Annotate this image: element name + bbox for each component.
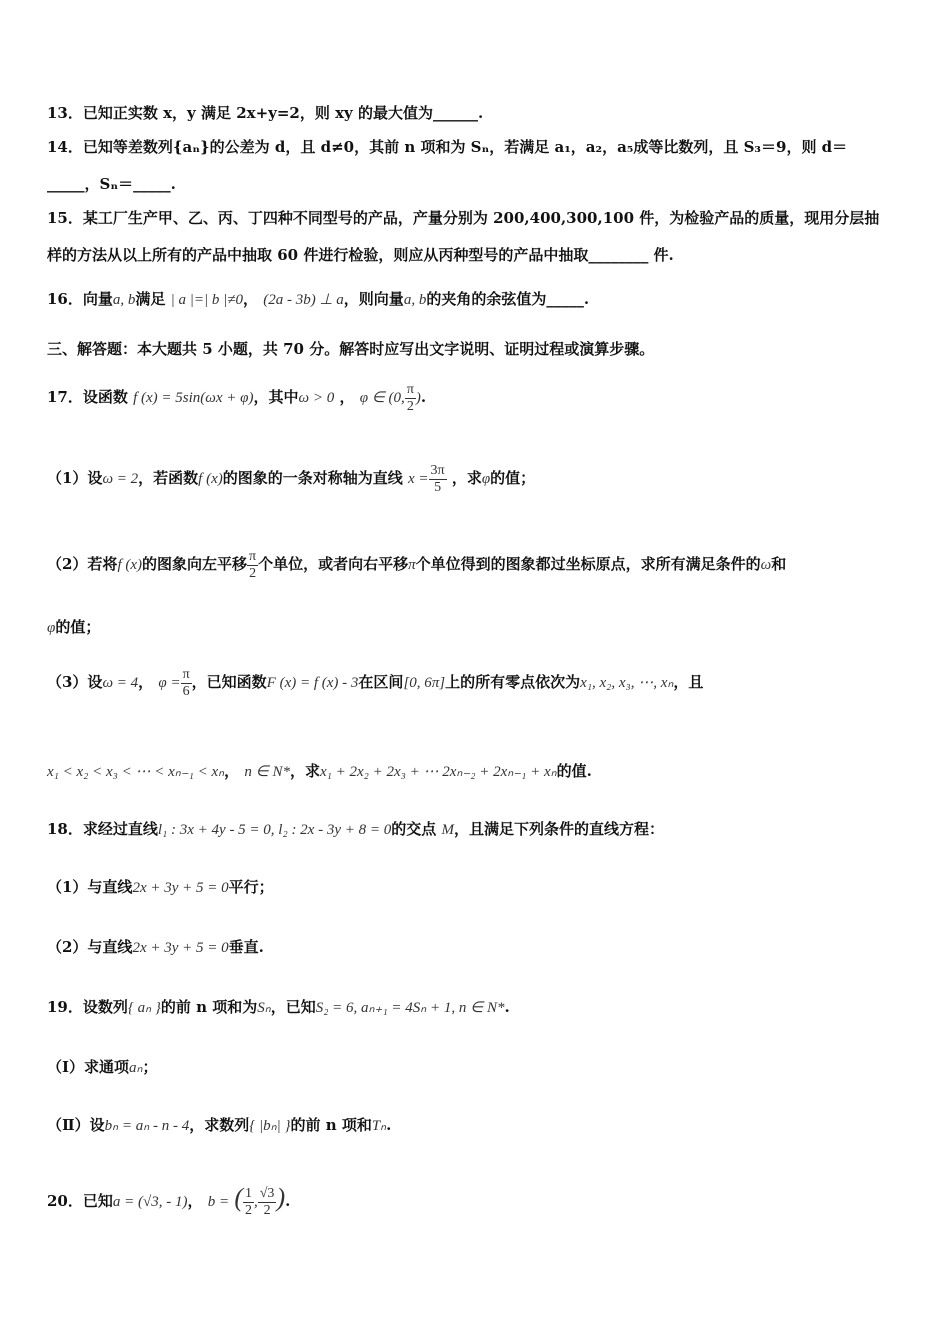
q18-M: M bbox=[441, 822, 454, 838]
q14-line1: 14．已知等差数列{aₙ}的公差为 d，且 d≠0，其前 n 项和为 Sₙ，若满足 a₁，a₂，a₅成等比数列，且 S₃＝9，则 d＝ bbox=[47, 138, 848, 156]
q19-S: Sₙ bbox=[257, 1000, 271, 1016]
q20-right-paren: ) bbox=[276, 1183, 286, 1212]
q19-p2-T: Tₙ bbox=[371, 1118, 387, 1134]
q16-vec: a, b bbox=[112, 292, 136, 308]
q20-num1: 1 bbox=[245, 1185, 252, 1201]
q17-p2-pi: π bbox=[408, 557, 416, 573]
q15-line2: 样的方法从以上所有的产品中抽取 60 件进行检验，则应从丙种型号的产品中抽取________ 件. bbox=[47, 246, 674, 264]
q18-p2-eq: 2x + 3y + 5 = 0 bbox=[132, 940, 229, 956]
q17-p3-n: n ∈ N* bbox=[244, 764, 290, 780]
q19-seq: { aₙ } bbox=[127, 1000, 161, 1016]
question-20 bbox=[47, 1178, 910, 1222]
q17-part2 bbox=[47, 544, 910, 585]
q17-phi-fraction bbox=[405, 382, 416, 415]
q20-left-paren: ( bbox=[234, 1183, 243, 1212]
q19-p2-tail: . bbox=[386, 1116, 392, 1134]
q17-p1-num: 3π bbox=[430, 462, 445, 478]
q17-p2-w: ω bbox=[760, 557, 772, 573]
q16-expr2: (2a - 3b) ⊥ a bbox=[263, 292, 344, 308]
q17-end: . bbox=[420, 388, 427, 406]
q17-p3-sum: x₁ + 2x₂ + 2x₃ + ⋯ 2xₙ₋₂ + 2xₙ₋₁ + xₙ bbox=[319, 764, 557, 780]
q17-p3-comma: ， bbox=[138, 673, 154, 691]
q20-end: . bbox=[285, 1192, 291, 1210]
q20-sep: , bbox=[254, 1194, 258, 1210]
question-15-line1 bbox=[47, 207, 910, 229]
q17-p1-w: ω = 2 bbox=[102, 471, 139, 487]
q16-prefix: 16．向量 bbox=[47, 290, 113, 308]
q18-p1-eq: 2x + 3y + 5 = 0 bbox=[132, 880, 229, 896]
q17-p3-t4: ，且 bbox=[673, 673, 704, 691]
q19-t1: ，已知 bbox=[270, 998, 316, 1016]
q17-p1-t4: 的值； bbox=[490, 469, 536, 487]
q17-func: f (x) = 5sin(ωx + φ) bbox=[133, 390, 254, 406]
q20-prefix: 20．已知 bbox=[47, 1192, 113, 1210]
q17-frac-den: 2 bbox=[406, 398, 414, 414]
q17-part3 bbox=[47, 662, 910, 703]
q17-part3-line2 bbox=[47, 760, 910, 783]
q17-p2-lead: （2）若将 bbox=[47, 555, 118, 573]
q14-line2: _____，Sₙ＝_____. bbox=[47, 175, 176, 193]
q17-p2-f: f (x) bbox=[117, 557, 143, 573]
q17-p3-lead: （3）设 bbox=[47, 673, 103, 691]
q19-prefix: 19．设数列 bbox=[47, 998, 128, 1016]
q18-p1-lead: （1）与直线 bbox=[47, 878, 133, 896]
q16-suffix2: 的夹角的余弦值为_____. bbox=[426, 290, 590, 308]
q15-line1: 15．某工厂生产甲、乙、丙、丁四种不同型号的产品，产量分别为 200,400,300,100 件，为检验产品的质量，现用分层抽 bbox=[47, 209, 880, 227]
q18-p2-tail: 垂直. bbox=[228, 938, 264, 956]
question-18 bbox=[47, 818, 910, 841]
q17-p3-ineq: x₁ < x₂ < x₃ < ⋯ < xₙ₋₁ < xₙ bbox=[47, 764, 225, 780]
q17-comma: ， bbox=[339, 388, 355, 406]
q17-p3-line2-comma: ， bbox=[224, 762, 240, 780]
q17-phi-lead: φ ∈ (0, bbox=[359, 390, 405, 406]
q17-p1-x: x = bbox=[408, 471, 429, 487]
q20-den2: 2 bbox=[263, 1202, 271, 1218]
q18-prefix: 18．求经过直线 bbox=[47, 820, 158, 838]
q13-text: 13．已知正实数 x，y 满足 2x+y=2，则 xy 的最大值为______. bbox=[47, 104, 484, 122]
question-14-line2 bbox=[47, 173, 910, 195]
q17-p2-t3: 个单位得到的图象都过坐标原点，求所有满足条件的 bbox=[415, 555, 761, 573]
question-14-line1 bbox=[47, 136, 910, 158]
q18-p2-lead: （2）与直线 bbox=[47, 938, 133, 956]
q18-suffix: ，且满足下列条件的直线方程： bbox=[454, 820, 665, 838]
q17-p2-t4: 和 bbox=[771, 555, 787, 573]
q19-cond: S₂ = 6, aₙ₊₁ = 4Sₙ + 1, n ∈ N* bbox=[315, 1000, 505, 1016]
q20-frac1 bbox=[243, 1186, 254, 1219]
q16-cond1: 满足 bbox=[135, 290, 166, 308]
q16-suffix1: ，则向量 bbox=[343, 290, 404, 308]
q17-p2-fraction bbox=[247, 549, 258, 582]
q16-comma: ， bbox=[242, 290, 258, 308]
q18-lines: l₁ : 3x + 4y - 5 = 0, l₂ : 2x - 3y + 8 = 0 bbox=[157, 822, 392, 838]
q17-part2-line2 bbox=[47, 616, 910, 639]
q20-num2: √3 bbox=[259, 1185, 275, 1201]
q17-p2-num: π bbox=[249, 548, 257, 564]
q19-p2-t1: ，求数列 bbox=[189, 1116, 250, 1134]
q17-p3-num: π bbox=[182, 666, 190, 682]
q17-p2-line2-text: 的值； bbox=[55, 618, 101, 636]
q17-p3-t2: 在区间 bbox=[358, 673, 404, 691]
q17-mid: ，其中 bbox=[253, 388, 299, 406]
question-16 bbox=[47, 288, 910, 311]
q17-p3-w: ω = 4 bbox=[102, 675, 139, 691]
q17-frac-num: π bbox=[406, 381, 414, 397]
q20-comma: ， bbox=[187, 1192, 203, 1210]
q17-p1-lead: （1）设 bbox=[47, 469, 103, 487]
q17-p3-line2-t1: ，求 bbox=[289, 762, 320, 780]
q17-prefix: 17．设函数 bbox=[47, 388, 128, 406]
q17-p1-phi: φ bbox=[481, 471, 491, 487]
q17-p2-line2-phi: φ bbox=[47, 620, 56, 636]
q17-p3-line2-t2: 的值. bbox=[556, 762, 592, 780]
q20-b: b = bbox=[207, 1194, 230, 1210]
q17-p1-t2: 的图象的一条对称轴为直线 bbox=[222, 469, 403, 487]
q18-p1-tail: 平行； bbox=[228, 878, 274, 896]
q17-p1-den: 5 bbox=[434, 479, 442, 495]
section3-title: 三、解答题：本大题共 5 小题，共 70 分。解答时应写出文字说明、证明过程或演算步骤。 bbox=[47, 340, 655, 358]
q17-p2-den: 2 bbox=[249, 565, 257, 581]
q17-p1-fraction bbox=[429, 463, 447, 496]
q20-a: a = (√3, - 1) bbox=[112, 1194, 188, 1210]
q19-mid: 的前 n 项和为 bbox=[160, 998, 258, 1016]
q17-p3-fraction bbox=[181, 667, 192, 700]
q16-expr1: | a |=| b |≠0 bbox=[170, 292, 243, 308]
question-15-line2 bbox=[47, 244, 910, 266]
question-17 bbox=[47, 380, 910, 415]
section-3-title bbox=[47, 338, 910, 360]
q17-part1 bbox=[47, 458, 910, 499]
q19-p1-tail: ； bbox=[142, 1058, 158, 1076]
q17-p3-interval: [0, 6π] bbox=[403, 675, 446, 691]
q17-p3-phi: φ = bbox=[158, 675, 181, 691]
q19-part1 bbox=[47, 1056, 910, 1079]
q19-p2-b: bₙ = aₙ - n - 4 bbox=[104, 1118, 190, 1134]
question-19 bbox=[47, 996, 910, 1019]
q19-p2-seq: { |bₙ| } bbox=[249, 1118, 291, 1134]
q19-part2 bbox=[47, 1114, 910, 1137]
q19-p2-t2: 的前 n 项和 bbox=[290, 1116, 372, 1134]
q19-p2-lead: （Ⅱ）设 bbox=[47, 1116, 105, 1134]
q16-vec2: a, b bbox=[403, 292, 427, 308]
q17-p3-den: 6 bbox=[182, 683, 190, 699]
q17-p3-t3: 上的所有零点依次为 bbox=[445, 673, 581, 691]
q20-den1: 2 bbox=[245, 1202, 252, 1218]
q17-p3-zeros: x₁, x₂, x₃, ⋯, xₙ bbox=[580, 675, 674, 691]
q17-cond: ω > 0 bbox=[298, 390, 335, 406]
q18-part2 bbox=[47, 936, 910, 959]
q17-p2-t1: 的图象向左平移 bbox=[142, 555, 248, 573]
q17-p3-F: F (x) = f (x) - 3 bbox=[266, 675, 359, 691]
q18-part1 bbox=[47, 876, 910, 899]
q17-p2-t2: 个单位，或者向右平移 bbox=[258, 555, 409, 573]
q17-p3-t1: ，已知函数 bbox=[191, 673, 267, 691]
q17-p1-t3: ，求 bbox=[451, 469, 482, 487]
q17-p1-t1: ，若函数 bbox=[138, 469, 199, 487]
q19-end: . bbox=[504, 998, 510, 1016]
q17-phi-tail: ) bbox=[415, 390, 421, 406]
q19-p1-lead: （Ⅰ）求通项 bbox=[47, 1058, 130, 1076]
q19-p1-a: aₙ bbox=[129, 1060, 143, 1076]
question-13 bbox=[47, 102, 910, 124]
q18-mid: 的交点 bbox=[391, 820, 437, 838]
q17-p1-f: f (x) bbox=[198, 471, 223, 487]
q20-frac2 bbox=[258, 1186, 277, 1219]
